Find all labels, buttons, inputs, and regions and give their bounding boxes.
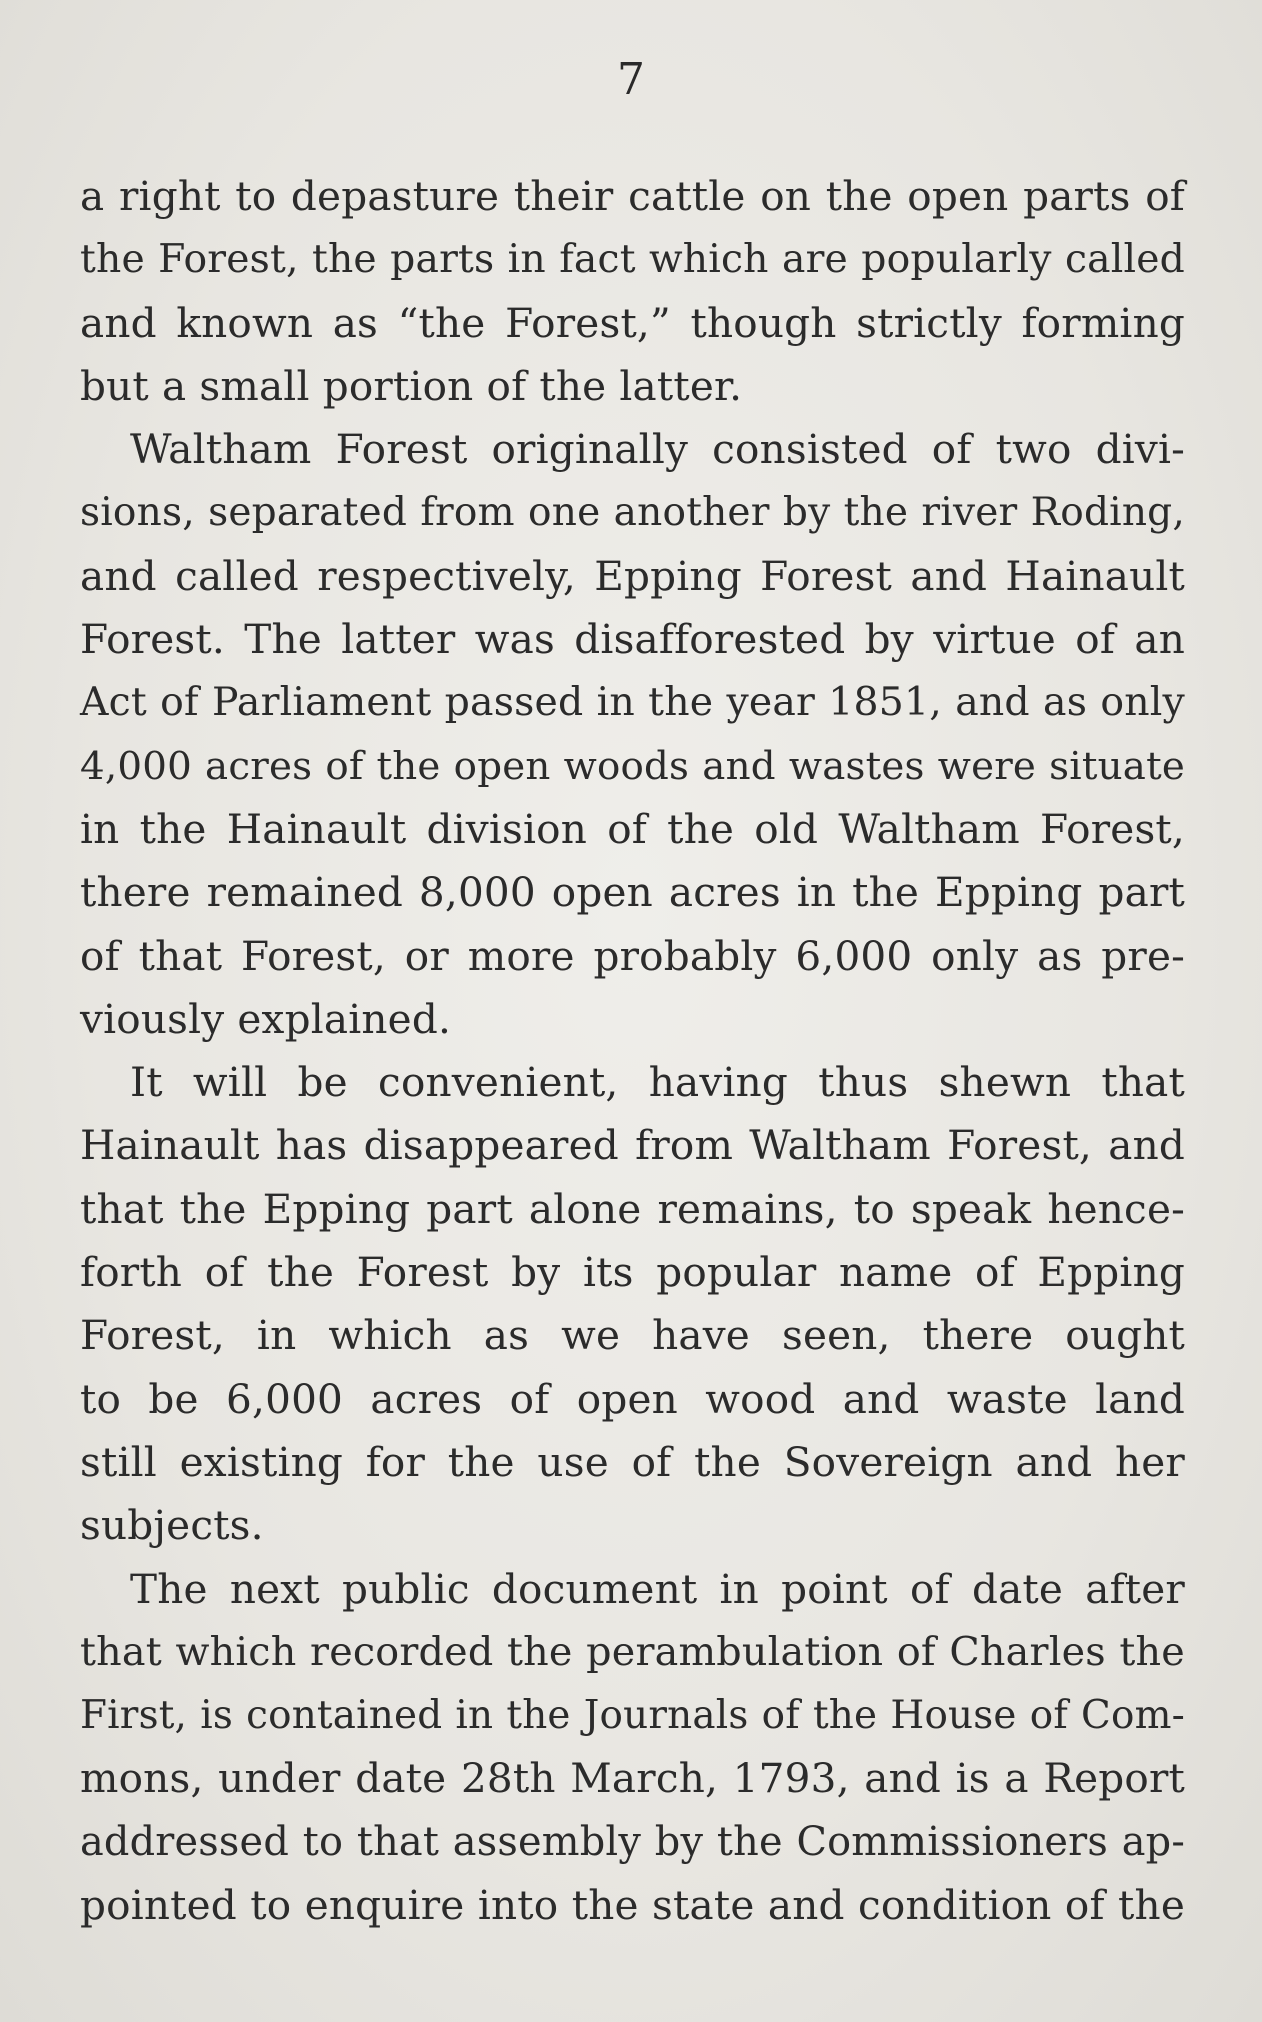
text-line: Forest, in which as we have seen, there ought (80, 1311, 1185, 1360)
text-line: forth of the Forest by its popular name of Epping (80, 1248, 1185, 1297)
page-number: 7 (617, 54, 645, 105)
text-line: 4,000 acres of the open woods and wastes were situate (80, 743, 1185, 789)
text-line: sions, separated from one another by the river Roding, (80, 490, 1185, 536)
text-line: but a small portion of the latter. (80, 361, 743, 410)
text-line: The next public document in point of date after (130, 1564, 1185, 1613)
text-line: the Forest, the parts in fact which are popularly called (80, 237, 1185, 283)
text-line: and called respectively, Epping Forest and Hainault (80, 551, 1185, 600)
text-line: It will be convenient, having thus shewn that (130, 1058, 1185, 1107)
text-line: to be 6,000 acres of open wood and waste land (80, 1374, 1185, 1423)
text-line: there remained 8,000 open acres in the Epping part (80, 868, 1185, 917)
text-line: that the Epping part alone remains, to speak hence- (80, 1184, 1185, 1233)
text-line: viously explained. (80, 994, 452, 1043)
text-line: of that Forest, or more probably 6,000 only as pre- (80, 931, 1185, 980)
text-line: mons, under date 28th March, 1793, and is a Report (80, 1754, 1185, 1803)
body-text (80, 165, 1185, 1937)
text-line: and known as “the Forest,” though strictly forming (80, 298, 1185, 347)
text-line: Forest. The latter was disafforested by virtue of an (80, 615, 1185, 664)
text-line: addressed to that assembly by the Commissioners ap- (80, 1818, 1185, 1865)
text-line: still existing for the use of the Sovereign and her (80, 1437, 1185, 1486)
text-line: subjects. (80, 1501, 264, 1550)
text-line: Waltham Forest originally consisted of two divi- (130, 425, 1185, 474)
text-line: pointed to enquire into the state and condition of the (80, 1881, 1185, 1930)
text-line: First, is contained in the Journals of the House of Com- (80, 1693, 1185, 1739)
text-line: in the Hainault division of the old Waltham Forest, (80, 804, 1185, 853)
text-line: Hainault has disappeared from Waltham Forest, and (80, 1121, 1185, 1170)
text-line: that which recorded the perambulation of Charles the (80, 1628, 1185, 1675)
text-line: a right to depasture their cattle on the open parts of (80, 172, 1185, 220)
text-line: Act of Parliament passed in the year 1851, and as only (80, 679, 1185, 726)
